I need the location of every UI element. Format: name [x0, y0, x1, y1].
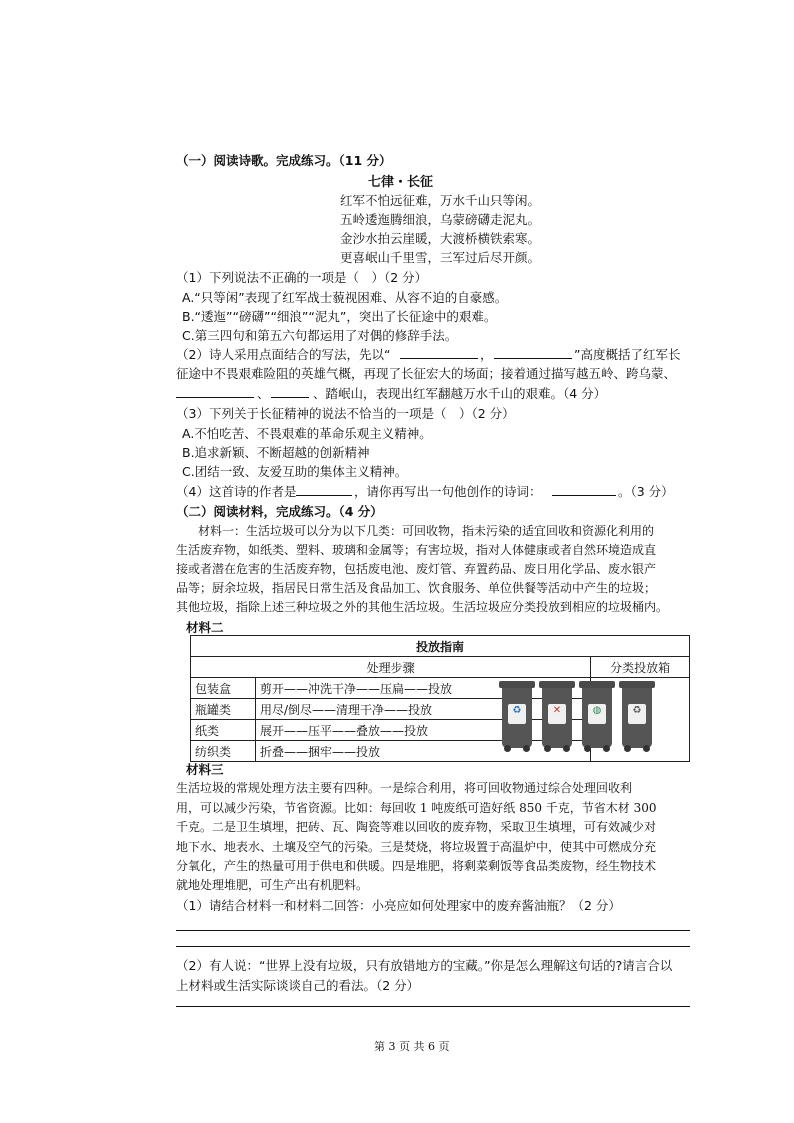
table-row [191, 678, 690, 699]
s2-q1-answer-line[interactable] [176, 930, 690, 931]
table-cell-item: 瓶罐类 [191, 699, 256, 720]
q3-option-b: B.追求新颖、不断超越的创新精神 [182, 445, 370, 460]
s2-q2-answer-line[interactable] [176, 1006, 690, 1007]
q4-blank-1[interactable] [296, 495, 352, 496]
material3-line: 生活垃圾的常规处理方法主要有四种。一是综合利用，将可回收物通过综合处理回收利 [176, 781, 633, 795]
material1-line: 生活废弃物，如纸类、塑料、玻璃和金属等；有害垃圾，指对人体健康或者自然环境造成直 [176, 543, 657, 557]
material3-line: 千克。二是卫生填埋，把砖、瓦、陶瓷等难以回收的废弃物，采取卫生填埋，可有效减少对 [176, 820, 657, 834]
table-cell-item: 纺织类 [191, 741, 256, 762]
material1-line: 材料一：生活垃圾可以分为以下几类：可回收物，指未污染的适宜回收和资源化利用的 [198, 524, 655, 538]
q1-option-c: C.第三四句和第五六句都运用了对偶的修辞手法。 [182, 328, 458, 343]
material1-line: 其他垃圾，指除上述三种垃圾之外的其他生活垃圾。生活垃圾应分类投放到相应的垃圾桶内。 [176, 600, 669, 614]
q4-blank-2[interactable] [552, 495, 616, 496]
material1-line: 接或者潜在危害的生活废弃物，包括废电池、废灯管、弃置药品、废日用化学品、废水银产 [176, 562, 657, 576]
poem-line: 五岭逶迤腾细浪，乌蒙磅礴走泥丸。 [340, 212, 541, 227]
table-cell-item: 纸类 [191, 720, 256, 741]
q2-blank-3[interactable] [176, 397, 254, 398]
other-icon: ♻ [632, 705, 642, 716]
poem-line: 红军不怕远征难，万水千山只等闲。 [340, 193, 541, 208]
q2-blank-4[interactable] [271, 397, 309, 398]
q2-comma: ， [480, 347, 493, 362]
q3-option-a: A.不怕吃苦、不畏艰难的革命乐观主义精神。 [182, 426, 432, 441]
section1-heading: （一）阅读诗歌。完成练习。（11 分） [176, 153, 392, 168]
material3-line: 分氧化，产生的热量可用于供电和供暖。四是堆肥，将剩菜剩饭等食品类废物，经生物技术 [176, 859, 657, 873]
material1-line: 品等；厨余垃圾，指居民日常生活及食品加工、饮食服务、单位供餐等活动中产生的垃圾； [176, 581, 657, 595]
q2-part4: 、踏岷山，表现出红军翻越万水千山的艰难。（4 分） [313, 386, 607, 401]
q3-option-c: C.团结一致、友爱互助的集体主义精神。 [182, 464, 408, 479]
q1-stem: （1）下列说法不正确的一项是（ ）（2 分） [176, 270, 428, 285]
hazard-icon: ✕ [552, 705, 562, 716]
table-cell-steps: 用尽/倒尽——清理干净——投放 [256, 699, 591, 720]
q4-part3: 。（3 分） [618, 484, 674, 499]
s2-q2-stem: 上材料或生活实际谈谈自己的看法。（2 分） [176, 978, 420, 993]
poem-line: 金沙水拍云崖暖，大渡桥横铁索寒。 [340, 231, 541, 246]
table-header-bins: 分类投放箱 [591, 657, 690, 678]
table-title: 投放指南 [191, 636, 690, 657]
table-cell-steps: 展开——压平——叠放——投放 [256, 720, 591, 741]
recycle-bin-icon [502, 686, 532, 748]
q4-part1: （4）这首诗的作者是 [176, 484, 297, 499]
s2-q1-answer-line[interactable] [176, 946, 690, 947]
material2-label: 材料二 [186, 620, 224, 635]
q1-option-a: A.“只等闲”表现了红军战士藐视困难、从容不迫的自豪感。 [182, 290, 508, 305]
other-bin-icon [622, 686, 652, 748]
table-header-steps: 处理步骤 [191, 657, 591, 678]
material3-line: 地下水、地表水、土壤及空气的污染。三是焚烧，将垃圾置于高温炉中，使其中可燃成分充 [176, 840, 657, 854]
table-cell-steps: 剪开——冲洗干净——压扁——投放 [256, 678, 591, 699]
q2-part3: 征途中不畏艰难险阻的英雄气概，再现了长征宏大的场面；接着通过描写越五岭、跨乌蒙、 [176, 366, 677, 381]
poem-line: 更喜岷山千里雪，三军过后尽开颜。 [340, 250, 541, 265]
q2-part1: （2）诗人采用点面结合的写法，先以“ [176, 347, 391, 362]
q2-part2: ”高度概括了红军长 [574, 347, 681, 362]
q4-part2: ，请你再写出一句他创作的诗词： [354, 484, 542, 499]
material3-line: 用，可以减少污染，节省资源。比如：每回收 1 吨废纸可造好纸 850 千克，节省木材 300 [176, 801, 657, 815]
q1-option-b: B.“逶迤”“磅礴”“细浪”“泥丸”，突出了长征途中的艰难。 [182, 309, 497, 324]
recycle-icon: ♻ [512, 705, 522, 716]
q2-comma2: 、 [257, 386, 270, 401]
table-cell-steps: 折叠——捆牢——投放 [256, 741, 591, 762]
q2-blank-2[interactable] [494, 358, 572, 359]
poem-title: 七律・长征 [368, 175, 434, 190]
q3-stem: （3）下列关于长征精神的说法不恰当的一项是（ ）（2 分） [176, 406, 515, 421]
kitchen-bin-icon [582, 686, 612, 748]
material3-line: 就地处理堆肥，可生产出有机肥料。 [176, 878, 369, 892]
section2-heading: （二）阅读材料，完成练习。（4 分） [176, 504, 383, 519]
kitchen-icon: ◍ [592, 705, 602, 716]
hazard-bin-icon [542, 686, 572, 748]
page-footer: 第 3 页 共 6 页 [374, 1040, 450, 1053]
table-cell-item: 包装盒 [191, 678, 256, 699]
s2-q2-stem: （2）有人说：“世界上没有垃圾，只有放错地方的宝藏。”你是怎么理解这句话的?请言合以 [176, 958, 673, 973]
q2-blank-1[interactable] [400, 358, 478, 359]
material3-label: 材料三 [186, 762, 224, 777]
disposal-guide-table [190, 635, 690, 762]
s2-q1-stem: （1）请结合材料一和材料二回答：小亮应如何处理家中的废弃酱油瓶？（2 分） [176, 898, 621, 913]
